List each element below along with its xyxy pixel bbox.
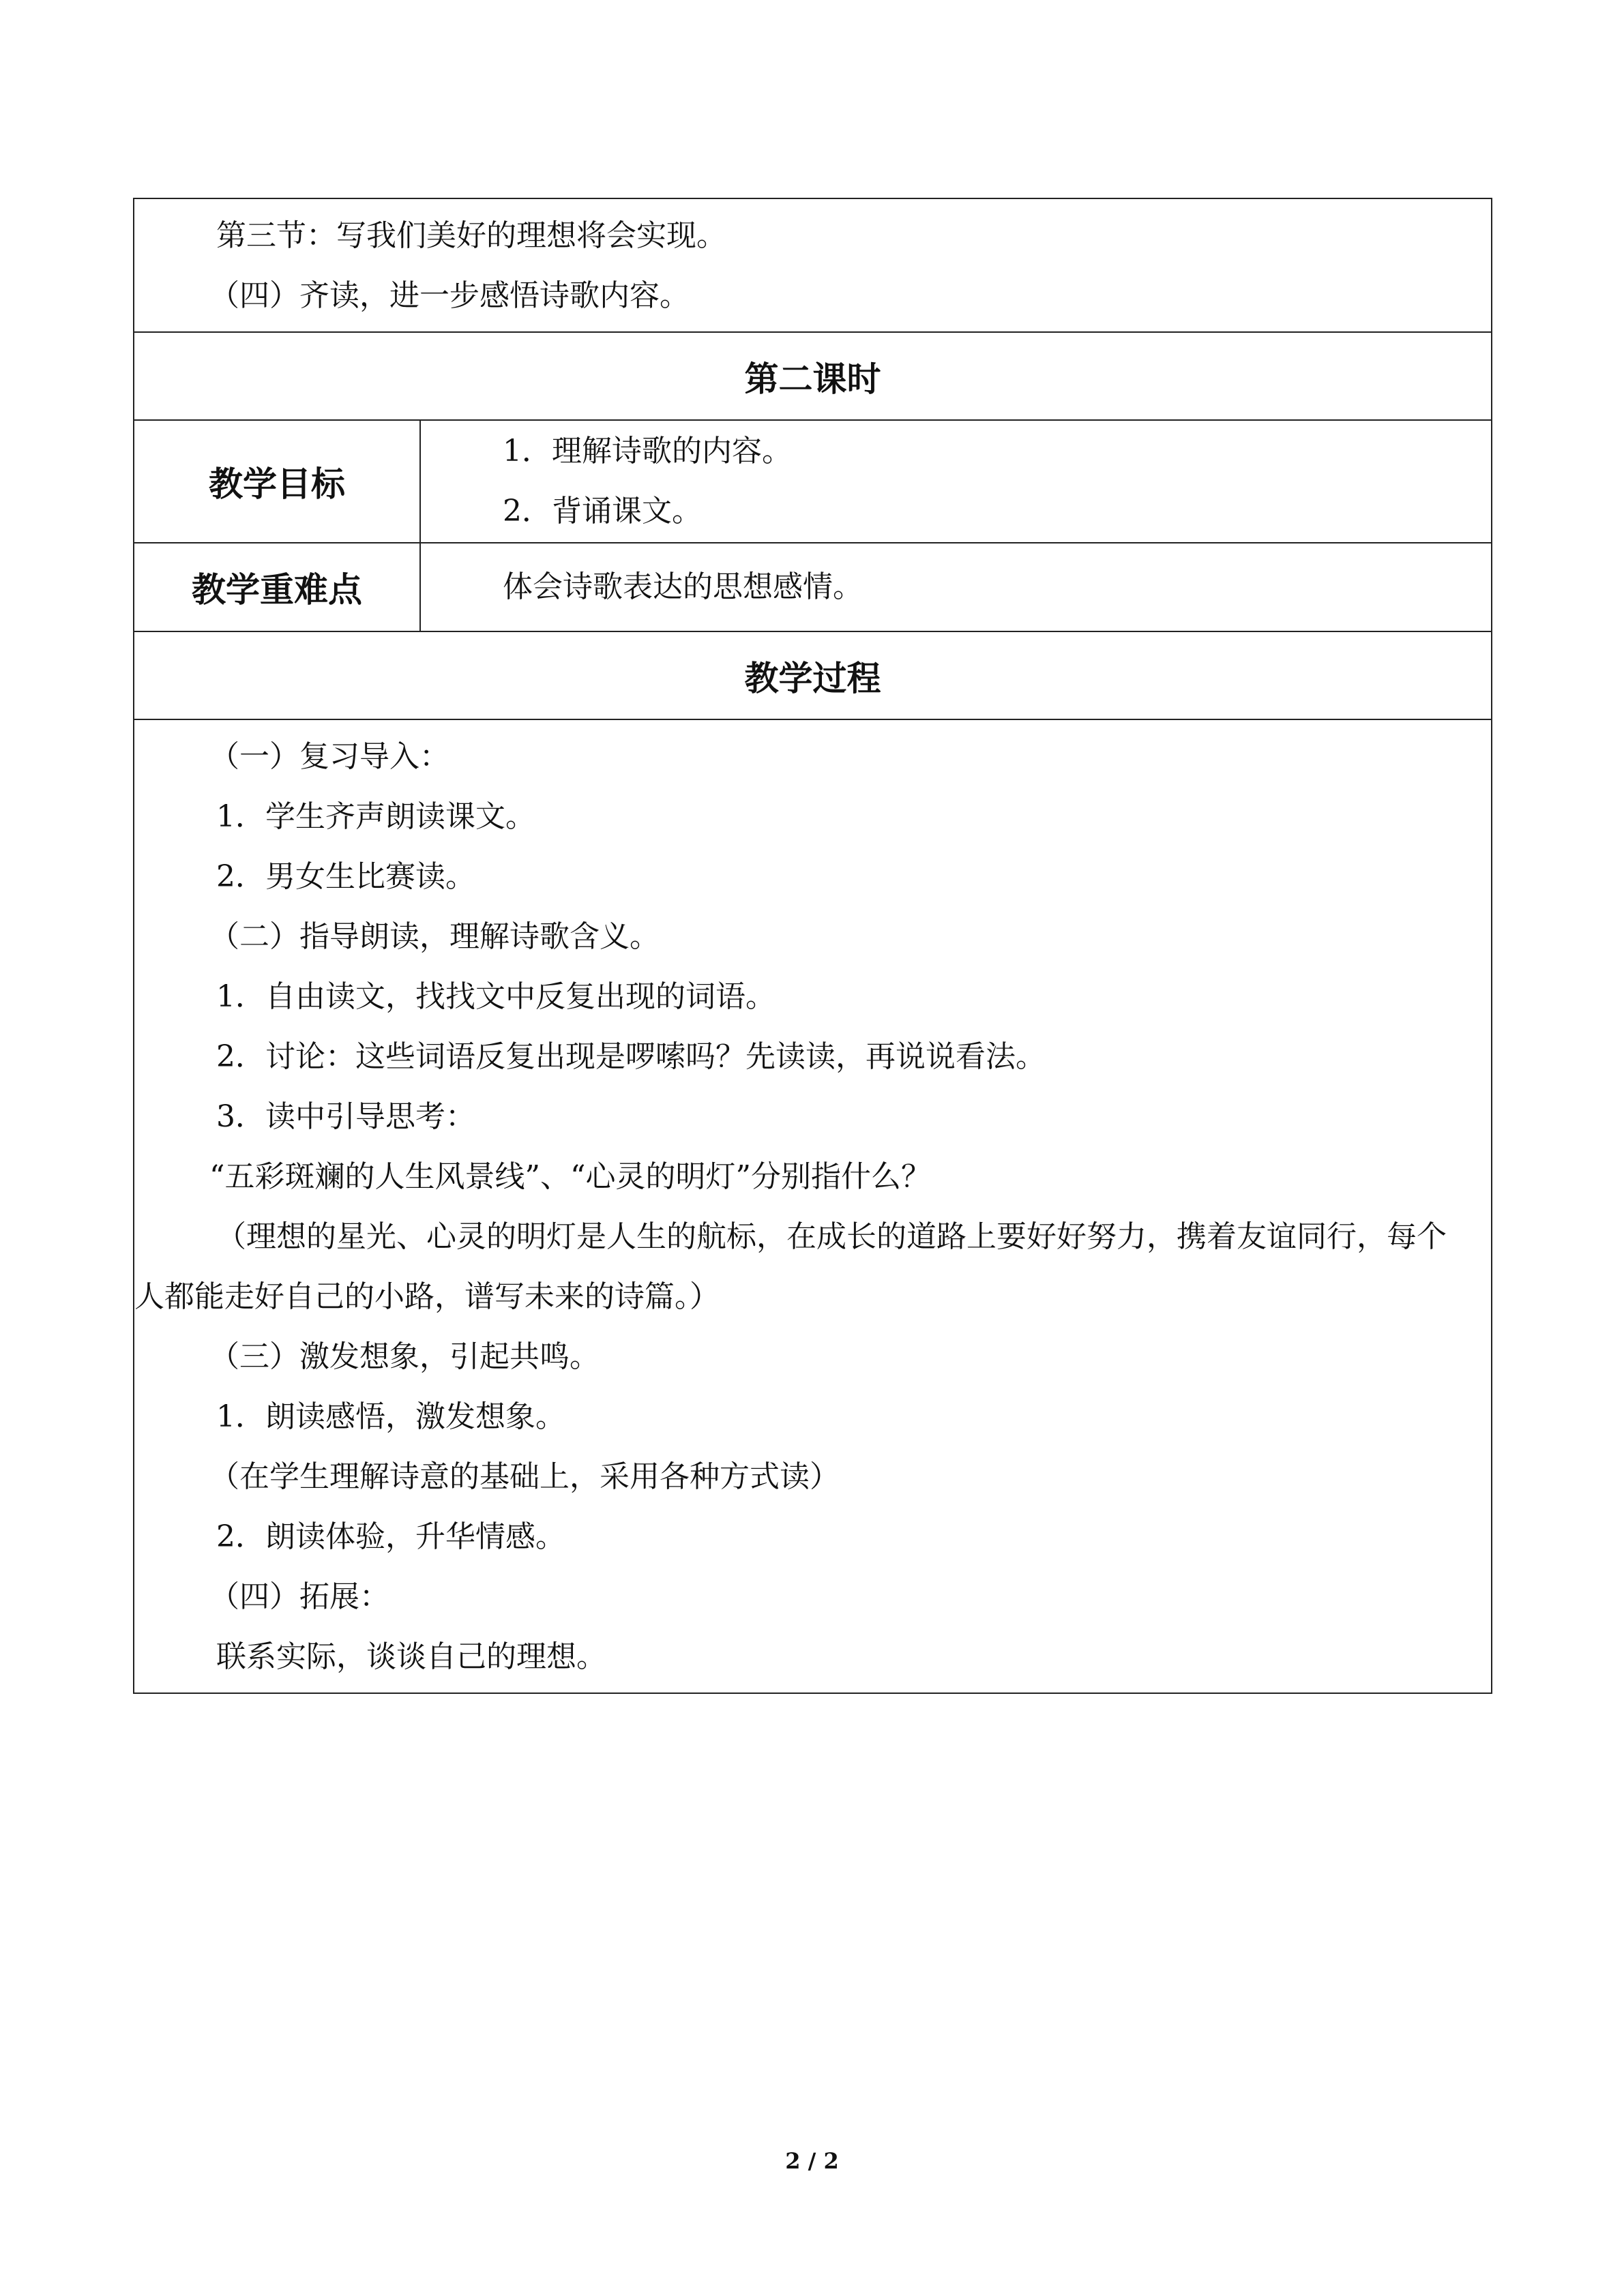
key-points-text: 体会诗歌表达的思想感情。 <box>503 569 863 604</box>
key-points-cell <box>420 543 1492 631</box>
process-line: （二）指导朗读，理解诗歌含义。 <box>209 919 660 954</box>
process-line: 2．讨论：这些词语反复出现是啰嗦吗？先读读，再说说看法。 <box>216 1039 1046 1074</box>
objective-item: 2．背诵课文。 <box>503 494 702 528</box>
process-line: （一）复习导入： <box>209 739 449 774</box>
process-line: 1．朗读感悟，激发想象。 <box>216 1399 565 1434</box>
key-points-row <box>134 543 1492 631</box>
objectives-label: 教学目标 <box>134 420 420 543</box>
process-content-row <box>134 719 1492 1693</box>
process-line: 2．朗读体验，升华情感。 <box>216 1519 565 1554</box>
previous-section-cell <box>134 198 1492 332</box>
process-line: （三）激发想象，引起共鸣。 <box>209 1339 600 1374</box>
process-line: “五彩斑斓的人生风景线”、“心灵的明灯”分别指什么？ <box>209 1159 931 1194</box>
section-line: （四）齐读，进一步感悟诗歌内容。 <box>209 278 690 313</box>
key-points-label: 教学重难点 <box>134 543 420 631</box>
process-line: 联系实际，谈谈自己的理想。 <box>216 1639 606 1674</box>
process-line: 1．学生齐声朗读课文。 <box>216 799 535 834</box>
objectives-row <box>134 420 1492 543</box>
lesson-title: 第二课时 <box>134 332 1492 420</box>
process-title-row <box>134 631 1492 719</box>
page-number: 2 / 2 <box>785 2148 839 2174</box>
objective-item: 1．理解诗歌的内容。 <box>503 434 792 468</box>
process-title: 教学过程 <box>134 631 1492 719</box>
process-line: （四）拓展： <box>209 1579 389 1614</box>
process-line: （在学生理解诗意的基础上，采用各种方式读） <box>209 1459 840 1494</box>
process-line: 3．读中引导思考： <box>216 1099 475 1134</box>
process-content-cell <box>134 719 1492 1693</box>
objectives-cell <box>420 420 1492 543</box>
lesson-title-row <box>134 332 1492 420</box>
process-line: （理想的星光、心灵的明灯是人生的航标，在成长的道路上要好好努力，携着友谊同行，每个人都能走好自己的小路，谱写未来的诗篇。） <box>134 1219 1447 1314</box>
section-line: 第三节：写我们美好的理想将会实现。 <box>216 218 726 253</box>
process-line: 2．男女生比赛读。 <box>216 859 475 894</box>
previous-section-row <box>134 198 1492 332</box>
lesson-plan-table <box>133 198 1492 1694</box>
process-line: 1．自由读文，找找文中反复出现的词语。 <box>216 979 776 1014</box>
